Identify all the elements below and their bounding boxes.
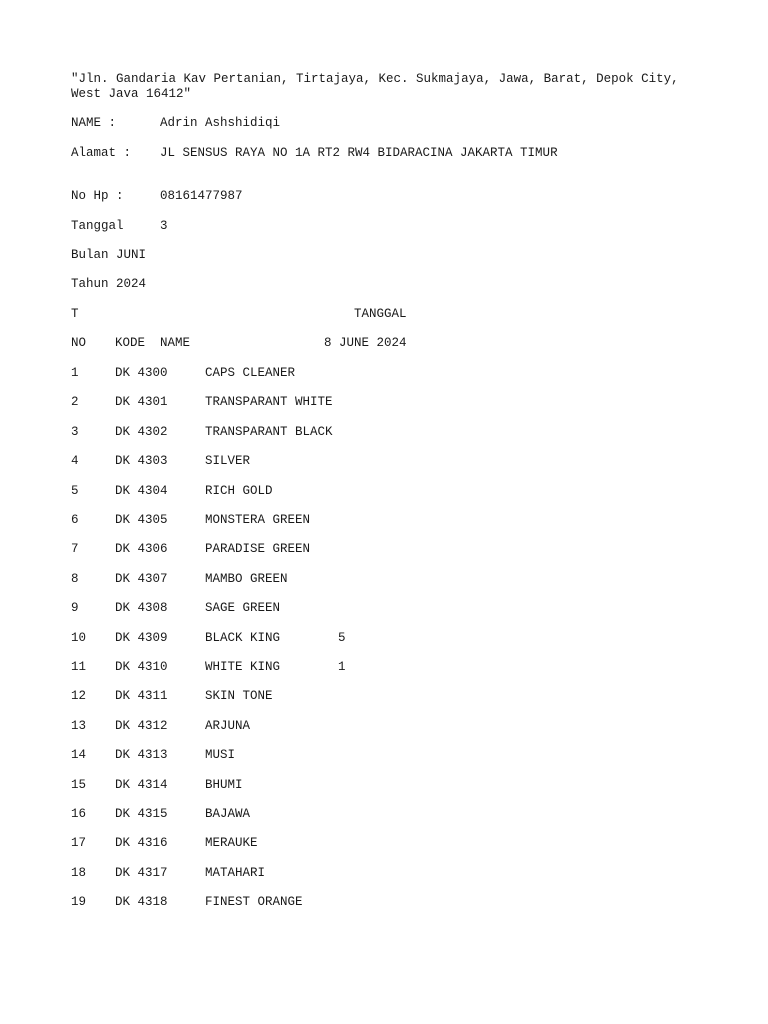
row-kode: DK 4308	[115, 601, 168, 615]
table-row	[71, 719, 751, 734]
row-no: 11	[71, 660, 87, 674]
row-no: 3	[71, 425, 79, 439]
row-no: 2	[71, 395, 79, 409]
table-row	[71, 748, 751, 763]
table-row	[71, 689, 751, 704]
table-top-tanggal: TANGGAL	[354, 307, 407, 321]
table-row	[71, 778, 751, 793]
row-no: 14	[71, 748, 87, 762]
table-top-header	[71, 307, 751, 322]
table-row	[71, 395, 751, 410]
table-row	[71, 366, 751, 381]
row-name: PARADISE GREEN	[205, 542, 311, 556]
tahun-line: Tahun 2024	[71, 277, 147, 291]
row-name: TRANSPARANT BLACK	[205, 425, 333, 439]
row-kode: DK 4304	[115, 484, 168, 498]
row-name: MONSTERA GREEN	[205, 513, 311, 527]
table-row	[71, 572, 751, 587]
row-no: 1	[71, 366, 79, 380]
row-name: MATAHARI	[205, 866, 266, 880]
row-kode: DK 4315	[115, 807, 168, 821]
row-no: 19	[71, 895, 87, 909]
row-name: MAMBO GREEN	[205, 572, 288, 586]
table-column-header	[71, 336, 751, 351]
row-kode: DK 4312	[115, 719, 168, 733]
nohp-value: 08161477987	[160, 189, 243, 203]
row-kode: DK 4318	[115, 895, 168, 909]
row-name: WHITE KING	[205, 660, 281, 674]
name-label: NAME :	[71, 116, 117, 130]
bulan-line: Bulan JUNI	[71, 248, 147, 262]
row-kode: DK 4303	[115, 454, 168, 468]
row-no: 7	[71, 542, 79, 556]
row-kode: DK 4300	[115, 366, 168, 380]
row-name: MUSI	[205, 748, 236, 762]
row-kode: DK 4311	[115, 689, 168, 703]
table-row	[71, 895, 751, 910]
table-row	[71, 836, 751, 851]
row-kode: DK 4301	[115, 395, 168, 409]
row-no: 5	[71, 484, 79, 498]
row-no: 13	[71, 719, 87, 733]
table-row	[71, 425, 751, 440]
row-no: 10	[71, 631, 87, 645]
row-no: 16	[71, 807, 87, 821]
table-row	[71, 601, 751, 616]
row-no: 18	[71, 866, 87, 880]
row-kode: DK 4317	[115, 866, 168, 880]
row-kode: DK 4302	[115, 425, 168, 439]
row-kode: DK 4305	[115, 513, 168, 527]
name-value: Adrin Ashshidiqi	[160, 116, 281, 130]
tanggal-label: Tanggal	[71, 219, 124, 233]
row-name: CAPS CLEANER	[205, 366, 296, 380]
tanggal-value: 3	[160, 219, 168, 233]
document-page	[71, 0, 751, 1024]
alamat-row	[71, 146, 751, 161]
table-row	[71, 542, 751, 557]
row-no: 15	[71, 778, 87, 792]
row-name: SKIN TONE	[205, 689, 273, 703]
row-no: 8	[71, 572, 79, 586]
row-name: SAGE GREEN	[205, 601, 281, 615]
table-row	[71, 807, 751, 822]
nohp-label: No Hp :	[71, 189, 124, 203]
row-qty: 1	[338, 660, 346, 674]
table-row	[71, 484, 751, 499]
row-name: ARJUNA	[205, 719, 251, 733]
row-kode: DK 4313	[115, 748, 168, 762]
table-row	[71, 866, 751, 881]
row-name: TRANSPARANT WHITE	[205, 395, 333, 409]
row-name: BAJAWA	[205, 807, 251, 821]
nohp-row	[71, 189, 751, 204]
row-qty: 5	[338, 631, 346, 645]
row-kode: DK 4310	[115, 660, 168, 674]
row-name: RICH GOLD	[205, 484, 273, 498]
row-name: MERAUKE	[205, 836, 258, 850]
row-name: SILVER	[205, 454, 251, 468]
row-no: 12	[71, 689, 87, 703]
row-kode: DK 4314	[115, 778, 168, 792]
col-header-kode: KODE	[115, 336, 146, 350]
row-kode: DK 4316	[115, 836, 168, 850]
row-no: 6	[71, 513, 79, 527]
address-line-2: West Java 16412"	[71, 87, 192, 101]
table-row	[71, 660, 751, 675]
table-top-left: T	[71, 307, 79, 321]
row-kode: DK 4307	[115, 572, 168, 586]
col-header-name: NAME	[160, 336, 191, 350]
table-row	[71, 631, 751, 646]
alamat-value: JL SENSUS RAYA NO 1A RT2 RW4 BIDARACINA JAKARTA TIMUR	[160, 146, 558, 160]
address-line-1: "Jln. Gandaria Kav Pertanian, Tirtajaya, Kec. Sukmajaya, Jawa, Barat, Depok City,	[71, 72, 679, 86]
row-kode: DK 4309	[115, 631, 168, 645]
row-no: 17	[71, 836, 87, 850]
tanggal-row	[71, 219, 751, 234]
row-no: 9	[71, 601, 79, 615]
col-header-no: NO	[71, 336, 87, 350]
row-name: BHUMI	[205, 778, 243, 792]
col-header-date: 8 JUNE 2024	[324, 336, 407, 350]
name-row	[71, 116, 751, 131]
row-kode: DK 4306	[115, 542, 168, 556]
table-row	[71, 454, 751, 469]
row-no: 4	[71, 454, 79, 468]
alamat-label: Alamat :	[71, 146, 132, 160]
row-name: BLACK KING	[205, 631, 281, 645]
row-name: FINEST ORANGE	[205, 895, 303, 909]
table-row	[71, 513, 751, 528]
